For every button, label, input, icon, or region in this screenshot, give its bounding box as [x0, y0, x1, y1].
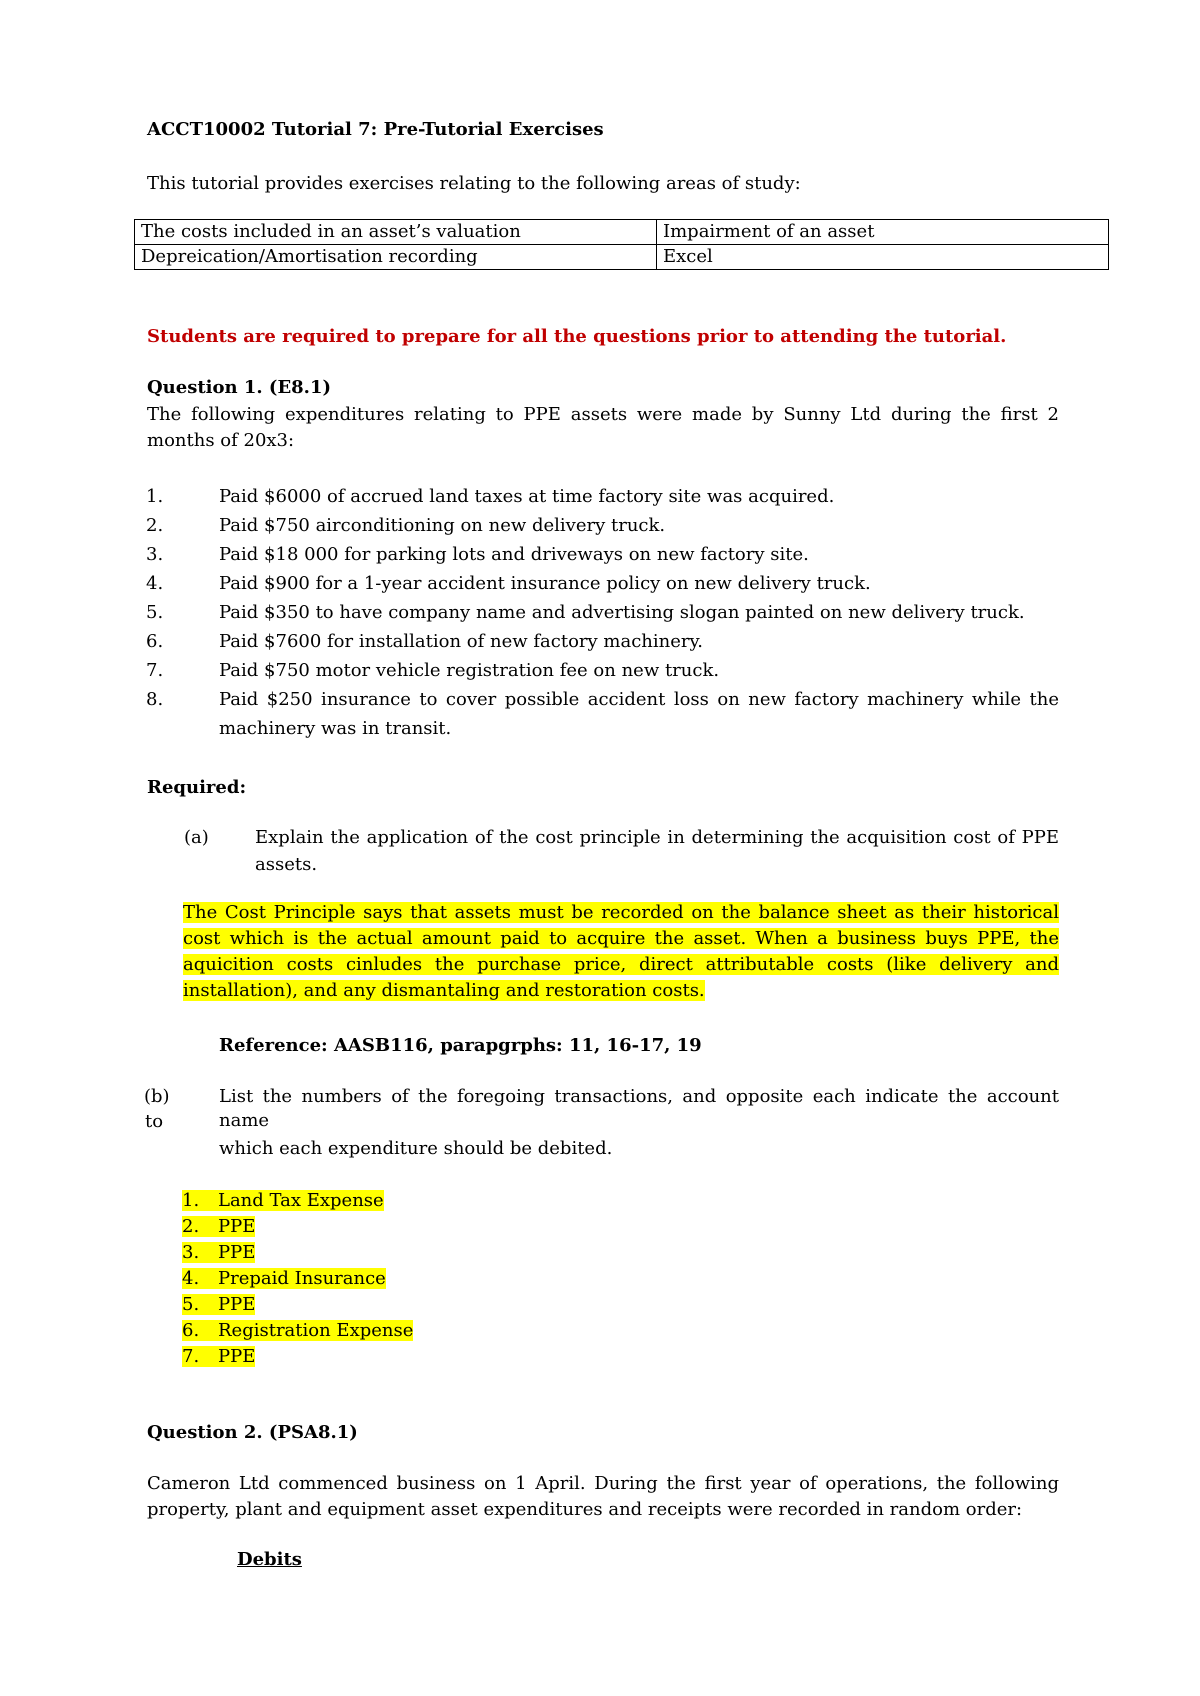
topics-table	[134, 219, 1109, 270]
required-heading: Required:	[147, 777, 247, 798]
list-item: Paid $750 motor vehicle registration fee on new truck.	[219, 660, 720, 681]
list-item-text: PPE	[218, 1242, 256, 1263]
table-row	[135, 220, 1109, 245]
list-item-text: PPE	[218, 1346, 256, 1367]
table-cell: Depreication/Amortisation recording	[135, 245, 657, 270]
question-2-intro: Cameron Ltd commenced business on 1 April. During the first year of operations, the following property, plant and equipment asset expenditures and receipts were recorded in random order:	[147, 1473, 1059, 1520]
part-b-line2: which each expenditure should be debited.	[219, 1138, 613, 1159]
list-item	[182, 1266, 386, 1292]
list-item-number: 8.	[146, 689, 164, 710]
list-item: Paid $250 insurance to cover possible accident loss on new factory machinery while the machinery was in transit.	[219, 689, 1059, 739]
debits-heading: Debits	[237, 1549, 302, 1570]
part-a-label: (a)	[184, 827, 209, 848]
list-item: Paid $750 airconditioning on new delivery truck.	[219, 515, 666, 536]
part-b-label: (b)	[144, 1086, 170, 1107]
list-item: Paid $350 to have company name and advertising slogan painted on new delivery truck.	[219, 602, 1025, 623]
list-item-number: 3.	[146, 544, 164, 565]
list-item	[182, 1188, 384, 1214]
intro-text: This tutorial provides exercises relating to the following areas of study:	[147, 173, 801, 194]
table-cell: Excel	[657, 245, 1109, 270]
list-item-number: 3.	[182, 1242, 200, 1263]
question-1-heading: Question 1. (E8.1)	[147, 377, 331, 398]
list-item: Paid $900 for a 1-year accident insurance policy on new delivery truck.	[219, 573, 871, 594]
list-item-number: 4.	[182, 1268, 200, 1289]
list-item: Paid $7600 for installation of new factory machinery.	[219, 631, 703, 652]
list-item: Paid $6000 of accrued land taxes at time factory site was acquired.	[219, 486, 835, 507]
list-item-number: 4.	[146, 573, 164, 594]
list-item-number: 2.	[146, 515, 164, 536]
part-b-to: to	[145, 1111, 164, 1132]
list-item: Paid $18 000 for parking lots and driveways on new factory site.	[219, 544, 809, 565]
list-item-number: 6.	[146, 631, 164, 652]
list-item	[182, 1214, 255, 1240]
list-item-text: Prepaid Insurance	[218, 1268, 386, 1289]
list-item-text: Registration Expense	[218, 1320, 414, 1341]
list-item-number: 6.	[182, 1320, 200, 1341]
list-item-number: 1.	[182, 1190, 200, 1211]
table-cell: Impairment of an asset	[657, 220, 1109, 245]
answer-a	[183, 900, 1059, 1004]
part-b-line1: List the numbers of the foregoing transactions, and opposite each indicate the account name	[219, 1086, 1059, 1131]
page-title: ACCT10002 Tutorial 7: Pre-Tutorial Exercises	[147, 119, 604, 140]
list-item	[182, 1240, 255, 1266]
list-item	[182, 1344, 255, 1370]
list-item	[182, 1318, 413, 1344]
list-item-text: PPE	[218, 1294, 256, 1315]
list-item-number: 1.	[146, 486, 164, 507]
list-item-number: 7.	[182, 1346, 200, 1367]
table-row	[135, 245, 1109, 270]
list-item-number: 7.	[146, 660, 164, 681]
notice-text: Students are required to prepare for all the questions prior to attending the tutorial.	[147, 326, 1007, 347]
list-item-number: 5.	[146, 602, 164, 623]
list-item-number: 2.	[182, 1216, 200, 1237]
question-1-intro: The following expenditures relating to PPE assets were made by Sunny Ltd during the first 2 months of 20x3:	[147, 404, 1059, 451]
reference-text: Reference: AASB116, parapgrphs: 11, 16-17, 19	[219, 1035, 702, 1056]
question-2-heading: Question 2. (PSA8.1)	[147, 1422, 358, 1443]
part-a-text: Explain the application of the cost principle in determining the acquisition cost of PPE assets.	[255, 827, 1059, 875]
list-item-number: 5.	[182, 1294, 200, 1315]
list-item-text: Land Tax Expense	[218, 1190, 384, 1211]
list-item	[182, 1292, 255, 1318]
answer-a-text: The Cost Principle says that assets must be recorded on the balance sheet as their historical cost which is the actual amount paid to acquire the asset. When a business buys PPE, the aquicition costs cinludes the purchase price, direct attributable costs (like delivery and installation), and any dismantaling and restoration costs.	[183, 902, 1059, 1001]
list-item-text: PPE	[218, 1216, 256, 1237]
table-cell: The costs included in an asset’s valuation	[135, 220, 657, 245]
